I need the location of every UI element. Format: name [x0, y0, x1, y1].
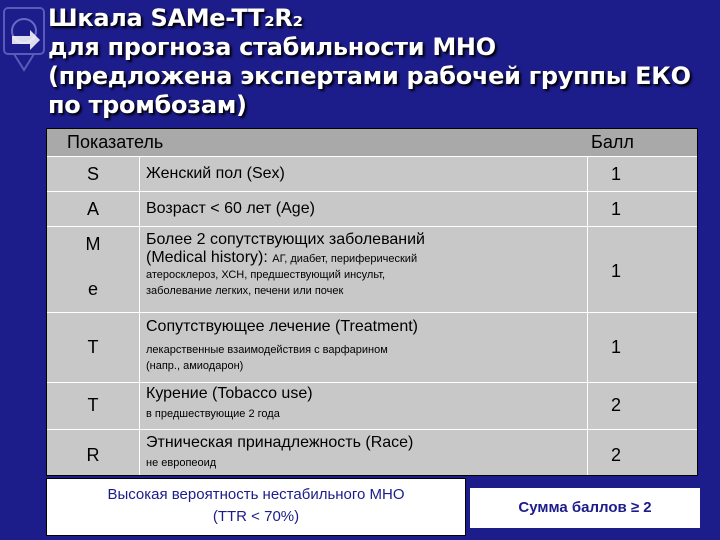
table-row-code: M — [85, 234, 101, 254]
desc-line: Сопутствующее лечение (Treatment) — [146, 318, 418, 335]
table-row-score: 2 — [610, 445, 621, 465]
table-row-score: 1 — [610, 261, 621, 281]
table-row-desc — [146, 434, 413, 471]
table-header — [47, 129, 697, 156]
row-divider — [47, 191, 697, 192]
table-row-score: 1 — [610, 337, 621, 357]
row-divider — [47, 429, 697, 430]
emblem-icon — [2, 2, 46, 76]
slide-title — [48, 4, 708, 120]
table-row-score: 1 — [610, 199, 621, 219]
row-divider — [47, 226, 697, 227]
desc-small: лекарственные взаимодействия с варфарином — [146, 344, 388, 356]
desc-line: Более 2 сопутствующих заболеваний — [146, 231, 425, 248]
risk-line-1: Высокая вероятность нестабильного МНО — [107, 486, 405, 503]
table-row-desc — [146, 318, 418, 374]
table-row-desc: Женский пол (Sex) — [146, 165, 285, 182]
table-row-desc: Возраст < 60 лет (Age) — [146, 200, 315, 217]
table-row-score: 1 — [610, 164, 621, 184]
score-table — [46, 128, 698, 476]
table-row-score: 2 — [610, 395, 621, 415]
table-row-code: S — [86, 164, 99, 184]
row-divider — [47, 156, 697, 157]
desc-small: АГ, диабет, периферический — [272, 253, 418, 265]
desc-line: Этническая принадлежность (Race) — [146, 434, 414, 451]
desc-small: не европеоид — [146, 457, 217, 469]
table-row-desc — [146, 231, 425, 299]
desc-text: (Medical history): — [146, 249, 268, 266]
header-score: Балл — [591, 132, 634, 152]
title-line-1: Шкала SAMe-TT₂R₂ — [48, 4, 303, 32]
table-row-desc — [146, 385, 313, 422]
desc-line — [146, 249, 425, 267]
title-line-4: по тромбозам) — [48, 91, 247, 119]
desc-line: Курение (Tobacco use) — [146, 385, 313, 402]
table-row-code: R — [86, 445, 100, 465]
desc-small: заболевание легких, печени или почек — [146, 285, 344, 297]
risk-box — [46, 478, 466, 536]
risk-line-2: (TTR < 70%) — [212, 508, 300, 525]
table-row-code: e — [87, 279, 98, 299]
desc-small: (напр., амиодарон) — [146, 360, 244, 372]
table-row-code: T — [87, 337, 99, 357]
header-indicator: Показатель — [67, 132, 164, 152]
column-divider — [139, 156, 140, 475]
row-divider — [47, 382, 697, 383]
sum-box: Сумма баллов ≥ 2 — [470, 488, 700, 528]
table-row-code: A — [86, 199, 99, 219]
table-row-code: T — [87, 395, 99, 415]
desc-small: атеросклероз, ХСН, предшествующий инсульт, — [146, 269, 386, 281]
desc-small: в предшествующие 2 года — [146, 408, 280, 420]
row-divider — [47, 312, 697, 313]
title-line-2: для прогноза стабильности МНО — [48, 33, 496, 61]
title-line-3: (предложена экспертами рабочей группы ЕКО — [48, 62, 691, 90]
